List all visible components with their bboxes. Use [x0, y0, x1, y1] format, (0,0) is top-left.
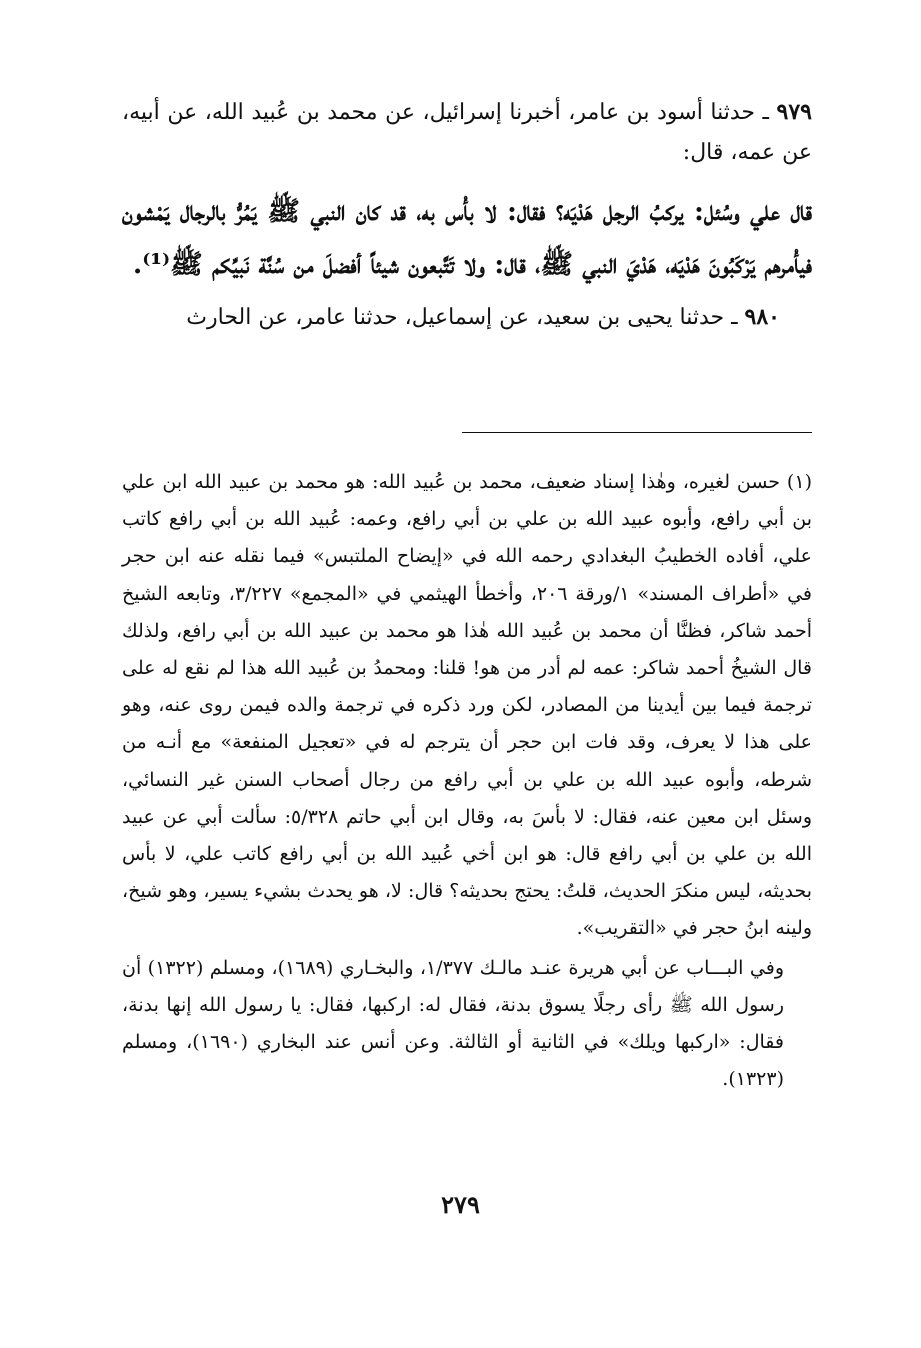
footnote-separator [462, 432, 812, 433]
hadith-979-intro-text: ـ حدثنا أسود بن عامر، أخبرنا إسرائيل، عن محمد بن عُبيد الله، عن أبيه، عن عمه، قال: [122, 100, 812, 165]
hadith-979-intro [122, 92, 812, 173]
hadith-979-text: قال علي وسُئل: يركبُ الرجل هَدْيَه؟ فقال: لا بأْس به، قد كان النبي ﷺ يَمُرُّ بالرجال يَمْشون فيأْمرهم يَرْكَبُونَ هَدْيَه، هَدْيَ النبي ﷺ، قال: ولا تَتَّبعون شيئاً أفضلَ من سُنَّة نَبيِّكم ﷺ⁽¹⁾. [122, 196, 812, 280]
hadith-980-intro [122, 297, 812, 338]
footnotes [122, 464, 812, 1098]
footnote-paragraph-1: (١) حسن لغيره، وهٰذا إسناد ضعيف، محمد بن عُبيد الله: هو محمد بن عبيد الله ابن علي بن أبي رافع، وأبوه عبيد الله بن علي بن أبي رافع، وعمه: عُبيد الله بن أبي رافع كاتب علي، أفاده الخطيبُ البغدادي رحمه الله في «إيضاح الملتبس» فيما نقله عنه ابن حجر في «أطراف المسند» ١/ورقة ٢٠٦، وأخطأ الهيثمي في «المجمع» ٣/٢٢٧، وتابعه الشيخ أحمد شاكر، فظنَّا أن محمد بن عُبيد الله هٰذا هو محمد بن عبيد الله بن أبي رافع، ولذلك قال الشيخُ أحمد شاكر: عمه لم أدر من هو! قلنا: ومحمدُ بن عُبيد الله هذا لم نقع له على ترجمة فيما بين أيدينا من المصادر، لكن ورد ذكره في ترجمة والده فيمن روى عنه، وهو على هذا لا يعرف، وقد فات ابن حجر أن يترجم له في «تعجيل المنفعة» مع أنـه من شرطه، وأبوه عبيد الله بن علي بن أبي رافع من رجال أصحاب السنن غير النسائي، وسئل ابن معين عنه، فقال: لا بأسَ به، وقال ابن أبي حاتم ٥/٣٢٨: سألت أبي عن عبيد الله بن علي بن أبي رافع قال: هو ابن أخي عُبيد الله بن أبي رافع كاتب علي، لا بأس بحديثه، ليس منكرَ الحديث، قلتُ: يحتج بحديثه؟ قال: لا، هو يحدث بشيء يسير، وهو شيخ، ولينه ابنُ حجر في «التقريب». [122, 471, 812, 940]
hadith-979-number: ٩٧٩ [776, 99, 812, 125]
main-text [122, 92, 812, 338]
hadith-980-intro-text: ـ حدثنا يحيى بن سعيد، عن إسماعيل، حدثنا عامر، عن الحارث [186, 305, 738, 330]
page-number: ٢٧٩ [441, 1190, 480, 1219]
hadith-980-number: ٩٨٠ [744, 304, 780, 330]
footnote-paragraph-2: وفي البـــاب عن أبي هريرة عنـد مالـك ١/٣٧٧، والبخـاري (١٦٨٩)، ومسلم (١٣٢٢) أن رسول الله ﷺ رأى رجلًا يسوق بدنة، فقال له: اركبها، فقال: يا رسول الله إنها بدنة، فقال: «اركبها ويلك» في الثانية أو الثالثة. وعن أنس عند البخاري (١٦٩٠)، ومسلم (١٣٢٣). [122, 956, 784, 1091]
